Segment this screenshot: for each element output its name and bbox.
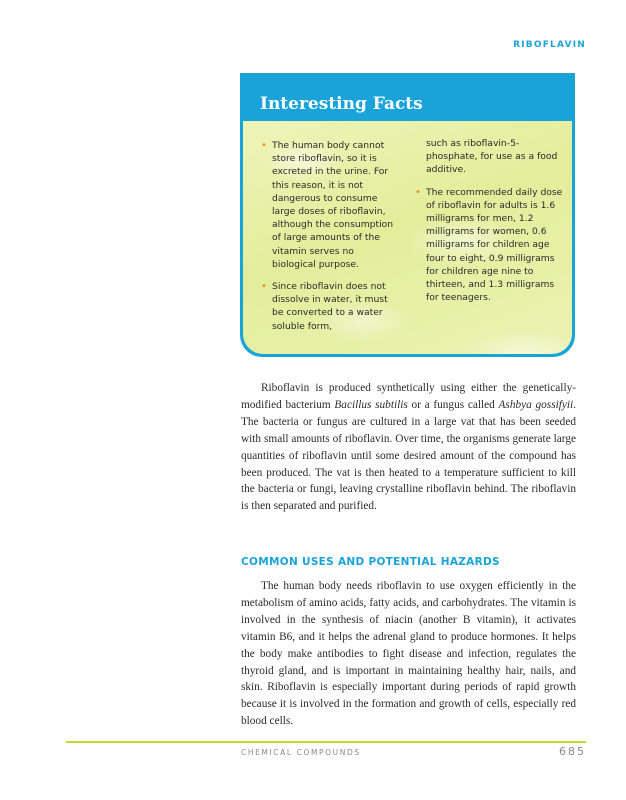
- bullet-icon: •: [261, 281, 267, 293]
- fact-item: [261, 280, 399, 333]
- paragraph-text: Riboflavin is produced synthetically using either the genetically-modified bacterium: [241, 382, 576, 411]
- body-paragraph-production: [241, 380, 576, 515]
- interesting-facts-box: [240, 73, 575, 357]
- bullet-icon: •: [261, 140, 267, 151]
- fact-item: [415, 186, 565, 305]
- facts-box-body: [243, 121, 572, 354]
- fact-text: Since riboflavin does not dissolve in water, it must be converted to a water soluble form,: [272, 281, 388, 332]
- fact-text: such as riboflavin-5-phosphate, for use as a food additive.: [426, 138, 558, 176]
- footer-rule: [66, 741, 586, 743]
- bullet-icon: •: [415, 186, 421, 198]
- paragraph-text: . The bacteria or fungus are cultured in a large vat that has been seeded with small amounts of riboflavin. Over time, the organisms generate large quantities of riboflavin until some desired amount of the compound has been produced. The vat is then heated to a temperature sufficient to kill the bacteria or fungi, leaving crystalline riboflavin behind. The riboflavin is then separated and purified.: [241, 398, 576, 513]
- species-name: Bacillus subtilis: [334, 398, 408, 411]
- page-number: 685: [559, 745, 586, 758]
- body-paragraph-uses: The human body needs riboflavin to use oxygen efficiently in the metabolism of amino acids, fatty acids, and carbohydrates. The vitamin is involved in the synthesis of niacin (another B vitamin), it activates vitamin B6, and it helps the adrenal gland to produce hormones. It helps the body make antibodies to fight disease and infection, regulates the thyroid gland, and is important in maintaining healthy hair, nails, and skin. Riboflavin is especially important during periods of rapid growth because it is involved in the formation and growth of cells, especially red blood cells.: [241, 580, 576, 728]
- fact-text: The human body cannot store riboflavin, so it is excreted in the urine. For this reason, it is not dangerous to consume large doses of riboflavin, although the consumption of large amounts of the vitamin serves no biological purpose.: [272, 140, 394, 270]
- fact-item: [261, 139, 399, 271]
- section-heading: COMMON USES AND POTENTIAL HAZARDS: [241, 556, 500, 568]
- facts-column-left: [261, 139, 399, 342]
- fact-text: The recommended daily dose of riboflavin for adults is 1.6 milligrams for men, 1.2 milligrams for women, 0.6 milligrams for children age four to eight, 0.9 milligrams for children age nine to thirteen, and 1.3 milligrams for teenagers.: [426, 186, 563, 304]
- running-head: RIBOFLAVIN: [513, 40, 586, 50]
- footer-book-title: CHEMICAL COMPOUNDS: [241, 748, 361, 757]
- facts-box-header: [240, 73, 575, 123]
- fact-item-continued: [415, 137, 565, 177]
- facts-column-right: [415, 137, 565, 313]
- species-name: Ashbya gossifyii: [498, 398, 574, 411]
- paragraph-text: or a fungus called: [407, 398, 499, 411]
- facts-box-title: Interesting Facts: [260, 94, 423, 114]
